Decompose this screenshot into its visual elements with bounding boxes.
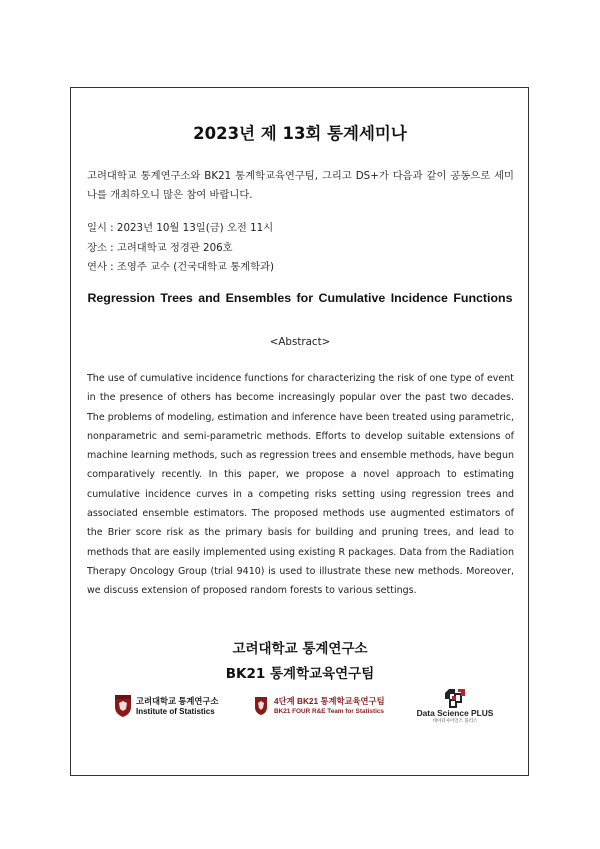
organizer-bk21: BK21 통계학교육연구팀 <box>225 666 375 682</box>
seminar-details <box>87 219 274 278</box>
ds-plus-logo-korean: 데이터사이언스 플러스 <box>432 719 478 724</box>
organizer-institute: 고려대학교 통계연구소 <box>232 641 368 657</box>
seminar-title: 2023년 제 13회 통계세미나 <box>193 124 407 143</box>
abstract-text: The use of cumulative incidence functions for characterizing the risk of one type of event in the presence of others has become increasingly popular over the past two decades. The problems of modeling, estimation and inference have been treated using parametric, nonparametric and semi-parametric methods. Efforts to develop suitable extensions of machine learning methods, such as regression trees and ensemble methods, have begun comparatively recently. In this paper, we propose a novel approach to estimating cumulative incidence curves in a competing risks setting using regression trees and associated ensemble estimators. The proposed methods use augmented estimators of the Brier score risk as the primary basis for building and pruning trees, and lead to methods that are easily implemented using existing R packages. Data from the Radiation Therapy Oncology Group (trial 9410) is used to illustrate these new methods. Moreover, we discuss extension of proposed random forests to various settings. <box>87 373 514 597</box>
detail-speaker: 연사 : 조영주 교수 (건국대학교 통계학과) <box>87 261 275 273</box>
talk-title: Regression Trees and Ensembles for Cumulative Incidence Functions <box>87 291 513 305</box>
bk21-logo-korean: 4단계 BK21 통계학교육연구팀 <box>274 696 385 706</box>
bk21-logo-english: BK21 FOUR R&E Team for Statistics <box>274 708 384 715</box>
institute-logo <box>114 693 234 719</box>
institute-logo-korean: 고려대학교 통계연구소 <box>136 696 219 706</box>
detail-location: 장소 : 고려대학교 정경관 206호 <box>87 241 233 254</box>
intro-paragraph: 고려대학교 통계연구소와 BK21 통계학교육연구팀, 그리고 DS+가 다음과 같이 공동으로 세미나를 개최하오니 많은 참여 바랍니다. <box>87 170 514 201</box>
institute-logo-english: Institute of Statistics <box>136 707 215 716</box>
ds-plus-mark-icon <box>443 688 467 708</box>
ds-plus-logo <box>400 688 510 722</box>
korea-university-crest-icon <box>254 696 268 716</box>
ds-plus-logo-english: Data Science PLUS <box>416 708 494 718</box>
detail-datetime: 일시 : 2023년 10월 13일(금) 오전 11시 <box>87 222 274 234</box>
korea-university-crest-icon <box>114 694 132 718</box>
abstract-heading: <Abstract> <box>269 336 331 348</box>
bk21-logo <box>252 693 402 719</box>
